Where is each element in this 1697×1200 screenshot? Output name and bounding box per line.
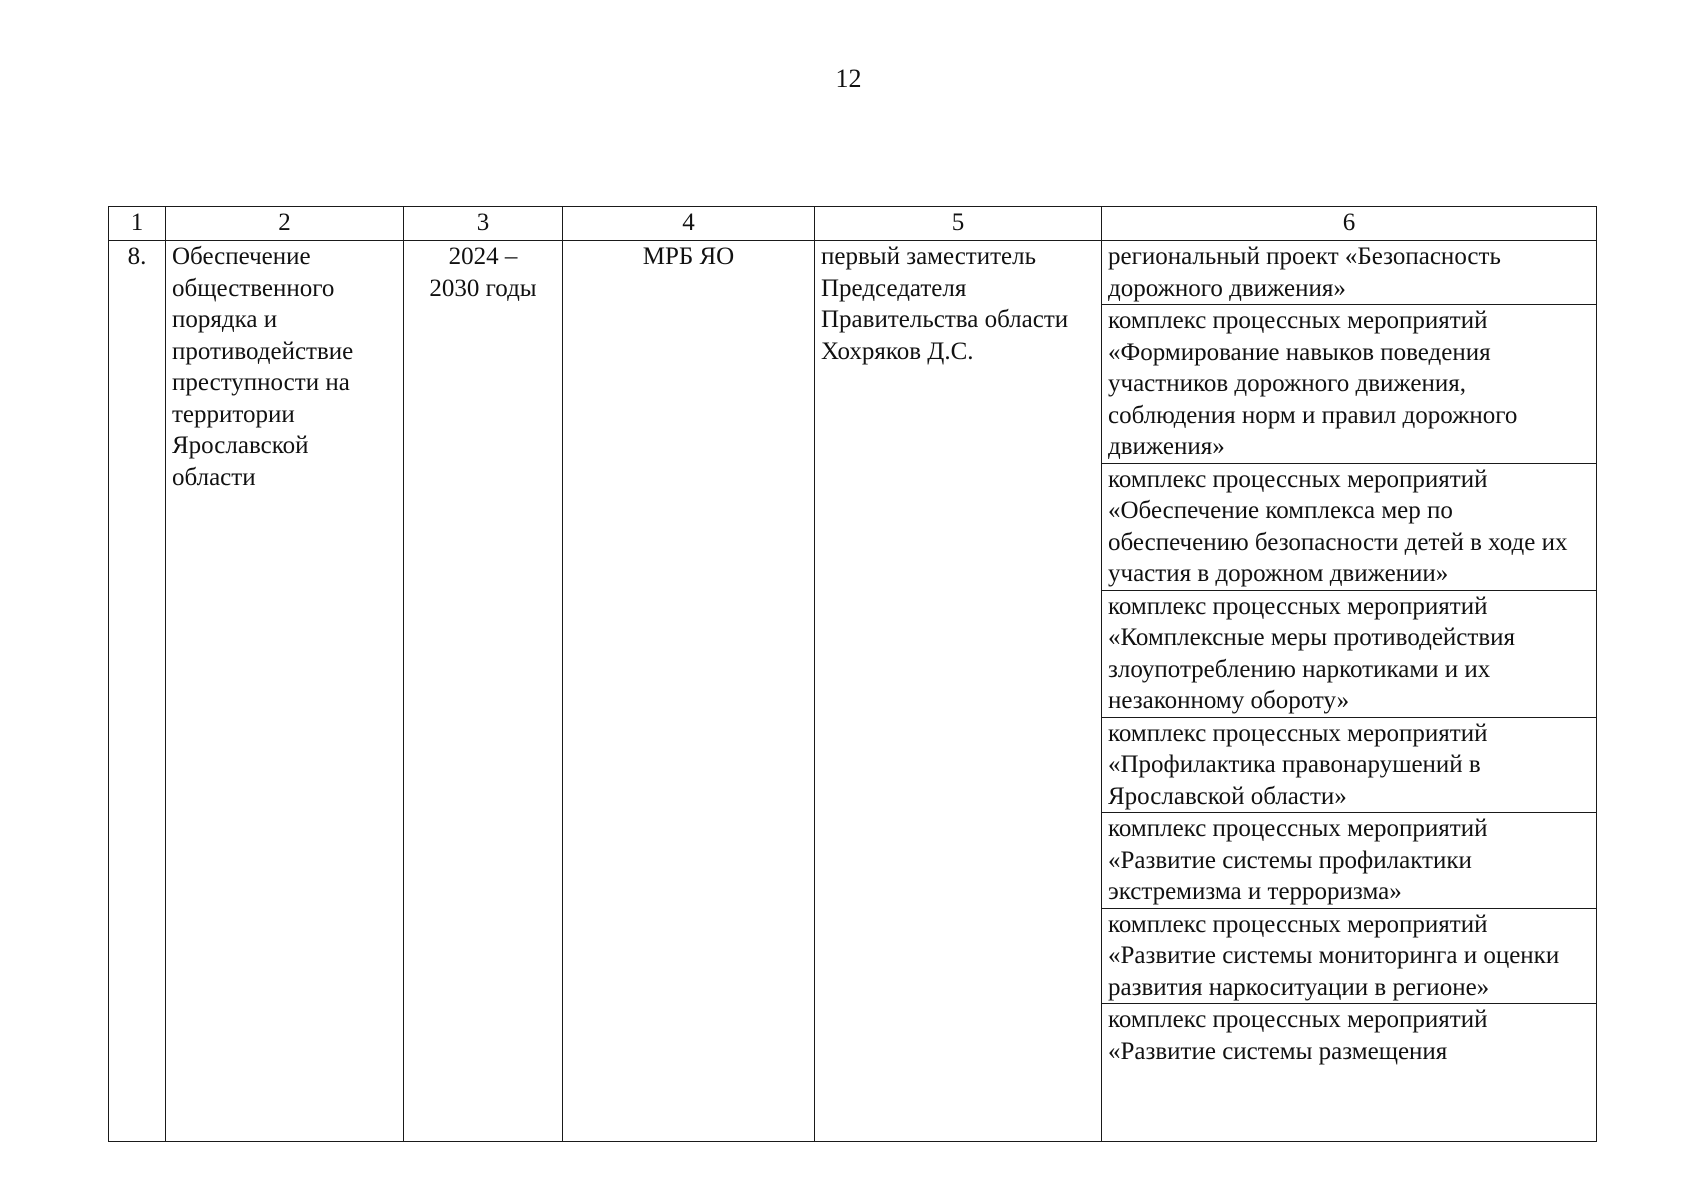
period-start: 2024 – [448,243,518,270]
program-period [404,241,563,1142]
project-item: комплекс процессных мероприятий «Профилактика правонарушений в Ярославской области» [1102,718,1596,814]
page-number: 12 [835,64,862,93]
program-name: Обеспечение общественного порядка и противодействие преступности на территории Ярославской области [166,241,404,1142]
row-number: 8. [109,241,166,1142]
program-executor: МРБ ЯО [563,241,815,1142]
project-item: комплекс процессных мероприятий «Развитие системы мониторинга и оценки развития наркоситуации в регионе» [1102,909,1596,1005]
header-cell: 1 [109,207,166,241]
projects-cell [1102,241,1597,1142]
period-end: 2030 годы [429,274,537,302]
header-cell: 6 [1102,207,1597,241]
header-cell: 5 [815,207,1102,241]
header-cell: 2 [166,207,404,241]
project-item: комплекс процессных мероприятий «Комплексные меры противодействия злоупотреблению наркотиками и их незаконному обороту» [1102,591,1596,718]
table-row [109,241,1597,1142]
header-cell: 3 [404,207,563,241]
project-item: комплекс процессных мероприятий «Обеспечение комплекса мер по обеспечению безопасности детей в ходе их участия в дорожном движении» [1102,464,1596,591]
project-item: комплекс процессных мероприятий «Развитие системы профилактики экстремизма и терроризма» [1102,813,1596,909]
project-item: комплекс процессных мероприятий «Формирование навыков поведения участников дорожного движения, соблюдения норм и правил дорожного движения» [1102,305,1596,464]
header-cell: 4 [563,207,815,241]
project-item: комплекс процессных мероприятий «Развитие системы размещения [1108,1006,1488,1065]
program-table [108,206,1597,1142]
program-curator: первый заместитель Председателя Правительства области Хохряков Д.С. [815,241,1102,1142]
table-header-row [109,207,1597,241]
project-item: региональный проект «Безопасность дорожного движения» [1102,241,1596,305]
